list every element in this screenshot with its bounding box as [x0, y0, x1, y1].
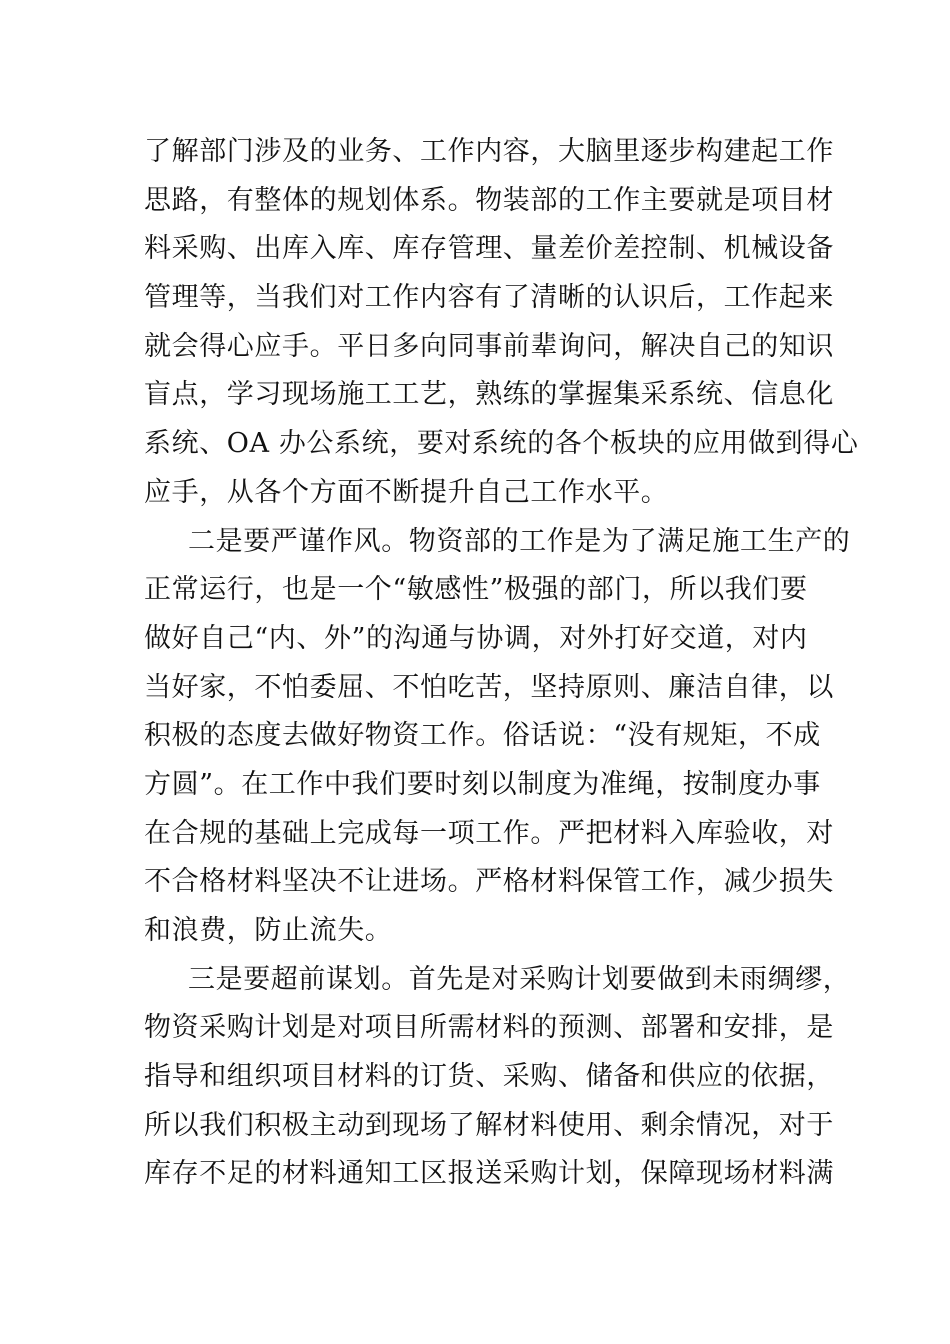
text-line: 库存不足的材料通知工区报送采购计划，保障现场材料满 — [144, 1158, 834, 1190]
text-line: 就会得心应手。平日多向同事前辈询问，解决自己的知识 — [144, 330, 834, 362]
text-line: 物资采购计划是对项目所需材料的预测、部署和安排，是 — [144, 1012, 834, 1044]
body-text — [144, 128, 859, 1199]
paragraph-start-line: 三是要超前谋划。首先是对采购计划要做到未雨绸缪， — [188, 963, 851, 995]
text-line: 积极的态度去做好物资工作。俗话说：“没有规矩，不成 — [144, 720, 821, 752]
text-line: 管理等，当我们对工作内容有了清晰的认识后，工作起来 — [144, 282, 834, 314]
text-line: 和浪费，防止流失。 — [144, 915, 393, 946]
text-line: 了解部门涉及的业务、工作内容，大脑里逐步构建起工作 — [144, 136, 834, 167]
text-line: 做好自己“内、外”的沟通与协调，对外打好交道，对内 — [144, 622, 808, 654]
text-line: 正常运行，也是一个“敏感性”极强的部门，所以我们要 — [144, 574, 808, 606]
text-line: 所以我们积极主动到现场了解材料使用、剩余情况，对于 — [144, 1109, 834, 1141]
paragraph-start-line: 二是要严谨作风。物资部的工作是为了满足施工生产的 — [188, 525, 851, 557]
text-line: 思路，有整体的规划体系。物装部的工作主要就是项目材 — [144, 184, 834, 216]
text-line: 系统、OA 办公系统，要对系统的各个板块的应用做到得心 — [144, 428, 859, 460]
text-line: 当好家，不怕委屈、不怕吃苦，坚持原则、廉洁自律，以 — [144, 671, 834, 703]
text-line: 指导和组织项目材料的订货、采购、储备和供应的依据， — [144, 1061, 834, 1093]
text-line: 盲点，学习现场施工工艺，熟练的掌握集采系统、信息化 — [144, 379, 834, 411]
text-line: 应手，从各个方面不断提升自己工作水平。 — [144, 476, 669, 508]
text-line: 在合规的基础上完成每一项工作。严把材料入库验收，对 — [144, 817, 834, 849]
text-line: 方圆”。在工作中我们要时刻以制度为准绳，按制度办事 — [144, 768, 821, 800]
text-line: 料采购、出库入库、库存管理、量差价差控制、机械设备 — [144, 233, 834, 265]
text-line: 不合格材料坚决不让进场。严格材料保管工作，减少损失 — [144, 866, 834, 898]
